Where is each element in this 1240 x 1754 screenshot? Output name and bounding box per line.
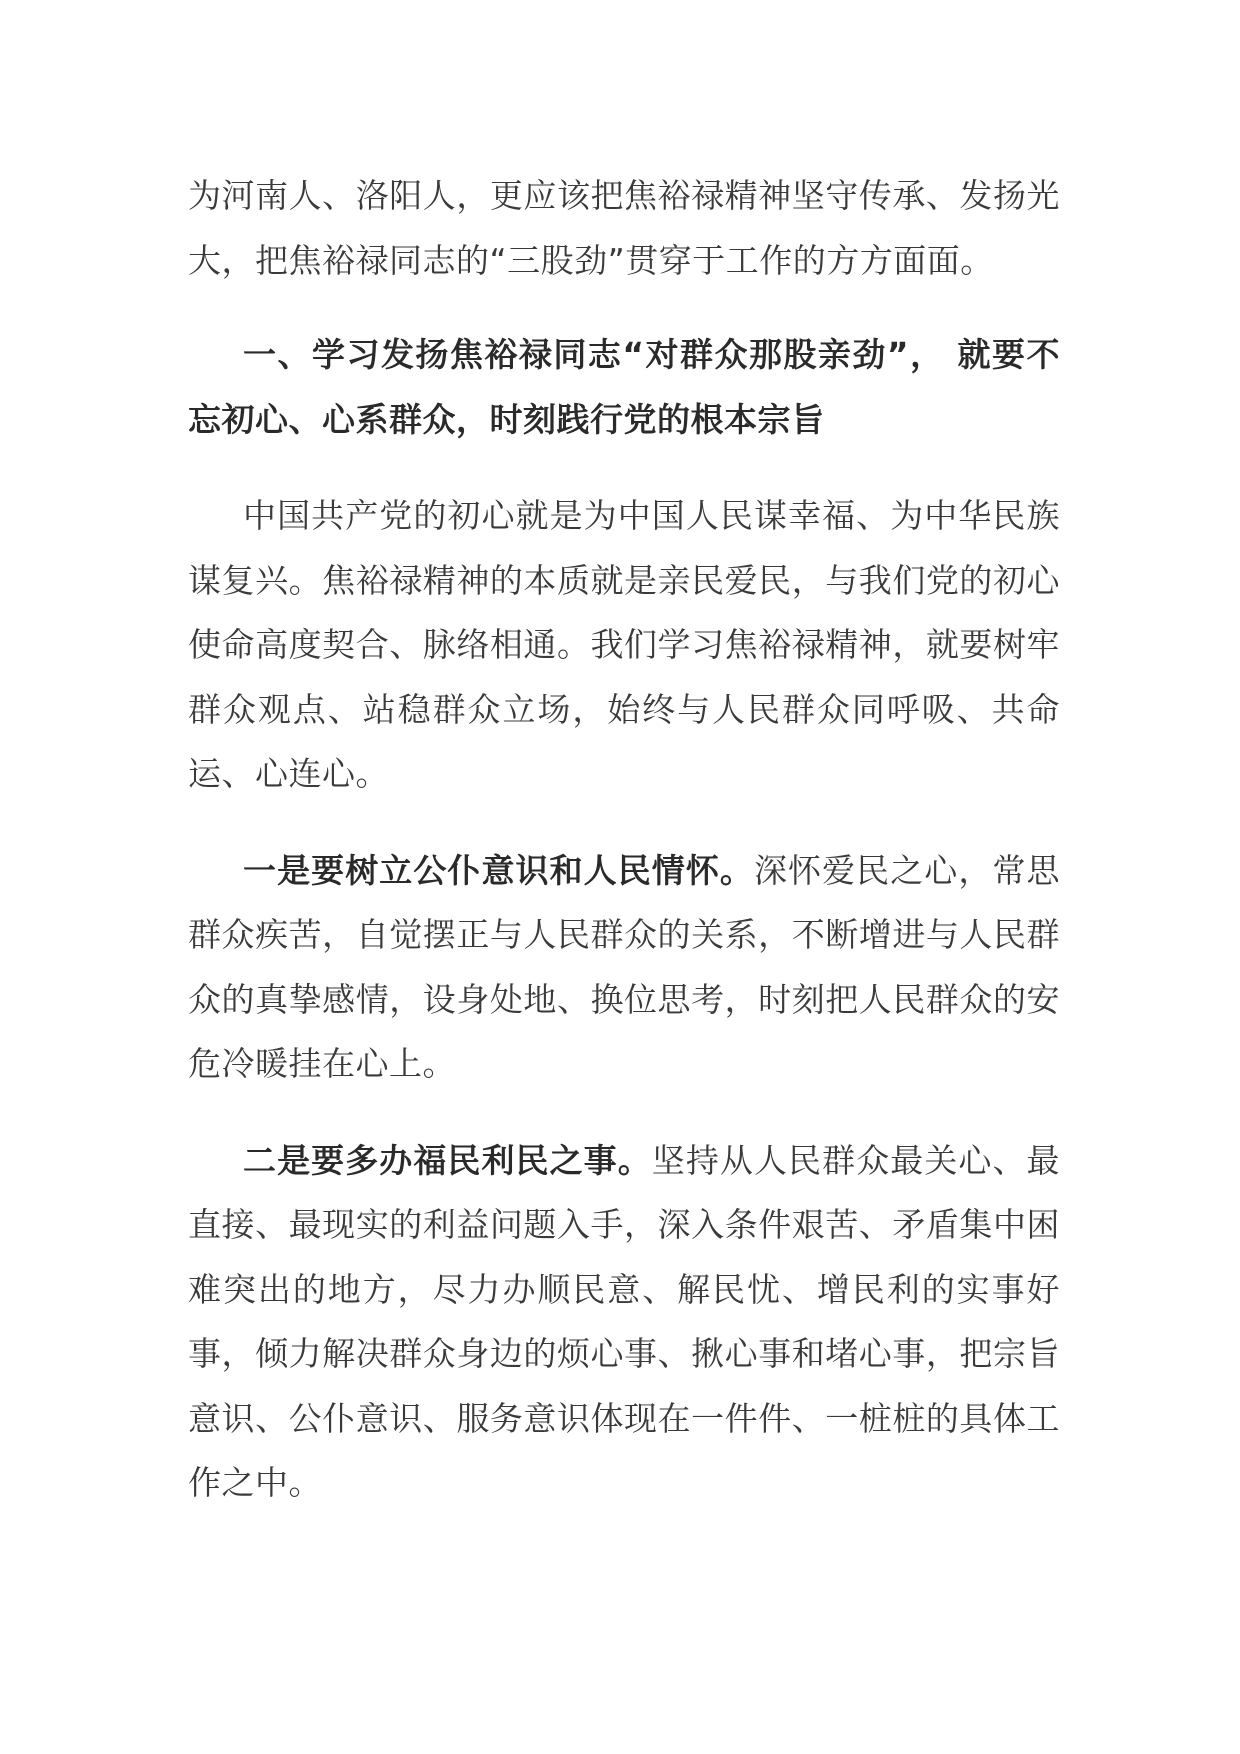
point-two-body: 坚持从人民群众最关心、最直接、最现实的利益问题入手，深入条件艰苦、矛盾集中困难突出的地方，尽力办顺民意、解民忧、增民利的实事好事，倾力解决群众身边的烦心事、揪心事和堵心事，把宗旨意识、公仆意识、服务意识体现在一件件、一桩桩的具体工作之中。 — [188, 1140, 1061, 1502]
point-one-paragraph — [188, 839, 1060, 1097]
point-two-lead: 二是要多办福民利民之事。 — [243, 1140, 652, 1180]
point-one-lead: 一是要树立公仆意识和人民情怀。 — [243, 850, 754, 890]
point-one-body: 深怀爱民之心，常思群众疾苦，自觉摆正与人民群众的关系，不断增进与人民群众的真挚感情，设身处地、换位思考，时刻把人民群众的安危冷暖挂在心上。 — [188, 850, 1061, 1083]
document-body — [188, 164, 1060, 1516]
section-heading: 一、学习发扬焦裕禄同志“对群众那股亲劲”， 就要不忘初心、心系群众，时刻践行党的根本宗旨 — [188, 335, 1060, 439]
section-paragraph: 中国共产党的初心就是为中国人民谋幸福、为中华民族谋复兴。焦裕禄精神的本质就是亲民爱民，与我们党的初心使命高度契合、脉络相通。我们学习焦裕禄精神，就要树牢群众观点、站稳群众立场，始终与人民群众同呼吸、共命运、心连心。 — [188, 496, 1060, 793]
point-two-paragraph — [188, 1129, 1060, 1516]
intro-paragraph: 为河南人、洛阳人，更应该把焦裕禄精神坚守传承、发扬光大，把焦裕禄同志的“三股劲”贯穿于工作的方方面面。 — [188, 176, 1060, 280]
